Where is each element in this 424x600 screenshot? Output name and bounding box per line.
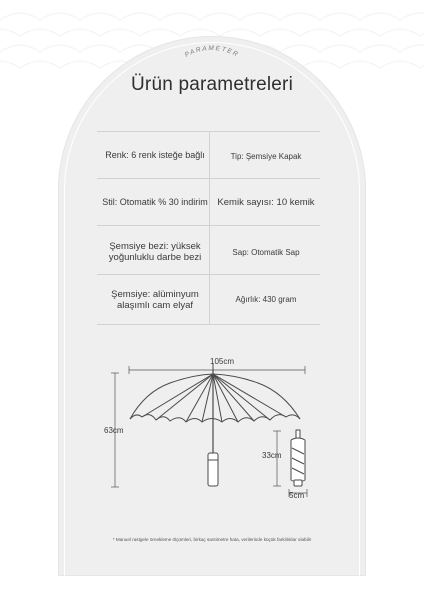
spec-style: Stil: Otomatik % 30 indirim xyxy=(102,197,208,207)
folded-width-label: 5cm xyxy=(289,491,305,500)
spec-color: Renk: 6 renk isteğe bağlı xyxy=(105,150,205,160)
folded-length-label: 33cm xyxy=(262,451,282,460)
spec-frame-line2: alaşımlı cam elyaf xyxy=(116,300,194,311)
page-title: Ürün parametreleri xyxy=(131,74,293,95)
spec-handle: Sap: Otomatik Sap xyxy=(232,248,300,257)
open-width-label: 105cm xyxy=(210,357,235,366)
spec-fabric-line2: yoğunluklu darbe bezi xyxy=(108,252,202,263)
arc-label-text: PARAMETER xyxy=(183,44,241,59)
spec-frame-line1: Şemsiye: alüminyum xyxy=(111,289,199,300)
spec-weight: Ağırlık: 430 gram xyxy=(235,295,297,304)
spec-type: Tip: Şemsiye Kapak xyxy=(230,152,302,161)
spec-ribs: Kemik sayısı: 10 kemik xyxy=(217,197,315,208)
open-height-label: 63cm xyxy=(104,426,124,435)
spec-fabric-line1: Şemsiye bezi: yüksek xyxy=(109,241,201,252)
footnote: * Manuel rastgele örnekleme ölçümleri, birkaç santimetre hata, verilerinde küçük farklılıklar olabilir xyxy=(112,537,312,542)
